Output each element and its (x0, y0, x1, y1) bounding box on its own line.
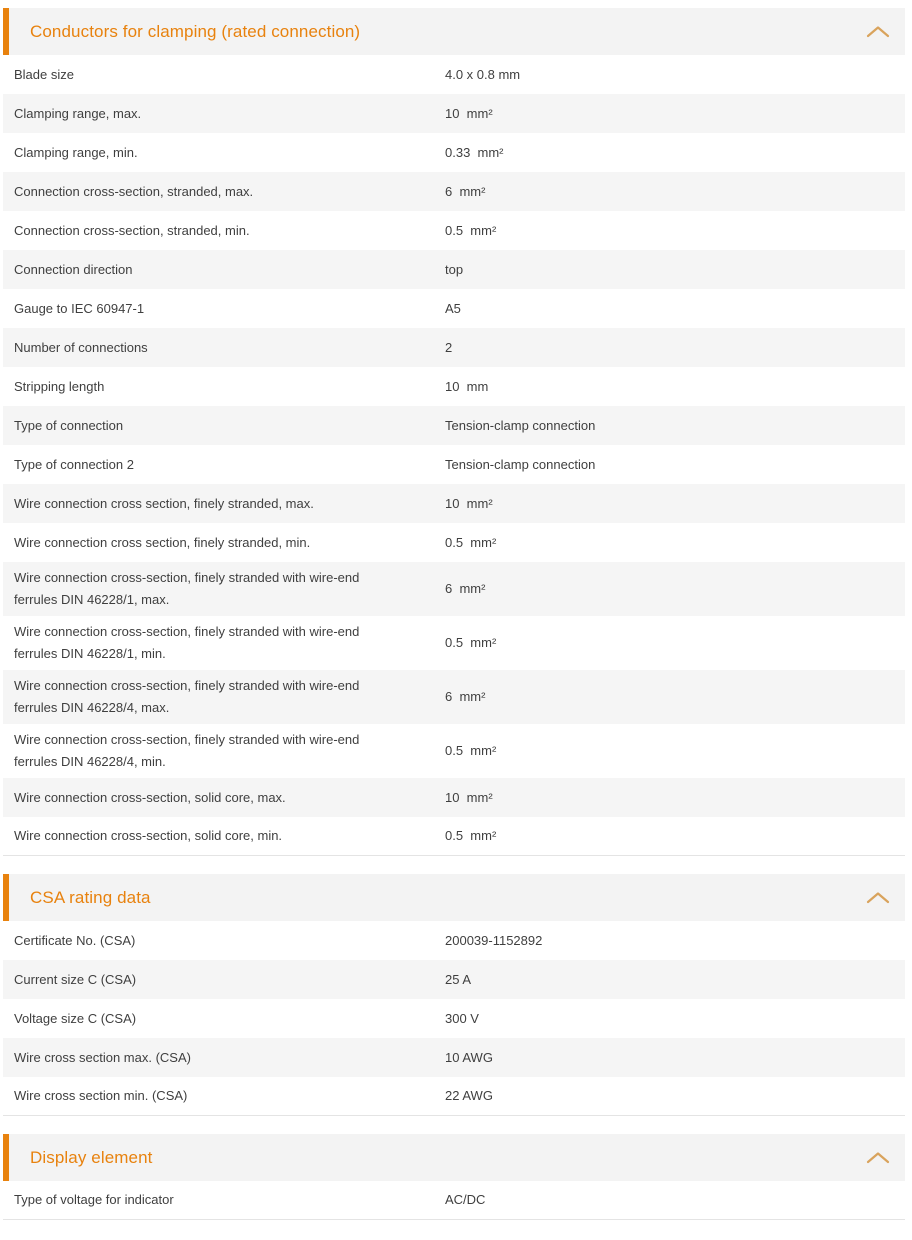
section-rows (3, 55, 905, 856)
table-row (3, 1181, 905, 1220)
section-header[interactable] (3, 1134, 905, 1181)
row-value: 6 mm² (445, 689, 486, 704)
row-label: Type of connection 2 (14, 456, 134, 472)
section-rows (3, 921, 905, 1116)
row-value: 0.5 mm² (445, 635, 497, 650)
spec-section (3, 1134, 905, 1220)
row-label: Connection direction (14, 261, 133, 277)
row-value: Tension-clamp connection (445, 417, 596, 433)
table-row (3, 1038, 905, 1077)
table-row (3, 55, 905, 94)
row-value: 25 A (445, 971, 472, 987)
row-label: Current size C (CSA) (14, 971, 137, 987)
row-value: 0.5 mm² (445, 534, 497, 550)
table-row (3, 367, 905, 406)
table-row (3, 778, 905, 817)
row-value: 2 (445, 339, 453, 355)
chevron-up-icon (866, 891, 890, 904)
row-value: 0.5 mm² (445, 222, 497, 238)
row-label: Wire connection cross section, finely stranded, max. (14, 495, 314, 511)
row-value: 10 AWG (445, 1049, 493, 1065)
table-row (3, 94, 905, 133)
row-value: 22 AWG (445, 1088, 493, 1103)
row-label: Wire connection cross-section, finely stranded with wire-end ferrules DIN 46228/4, max. (14, 678, 360, 715)
spec-section (3, 874, 905, 1116)
row-label: Certificate No. (CSA) (14, 932, 136, 948)
row-label: Gauge to IEC 60947-1 (14, 300, 145, 316)
table-row (3, 523, 905, 562)
row-label: Clamping range, min. (14, 144, 138, 160)
row-label: Wire connection cross-section, finely stranded with wire-end ferrules DIN 46228/1, min. (14, 624, 360, 661)
row-value: 6 mm² (445, 581, 486, 596)
table-row (3, 724, 905, 778)
row-label: Wire connection cross-section, solid core, max. (14, 789, 286, 805)
section-header[interactable] (3, 874, 905, 921)
row-value: 10 mm² (445, 105, 493, 121)
row-label: Type of voltage for indicator (14, 1192, 174, 1207)
table-row (3, 817, 905, 856)
row-value: top (445, 261, 464, 277)
table-row (3, 999, 905, 1038)
table-row (3, 328, 905, 367)
row-label: Wire connection cross-section, finely stranded with wire-end ferrules DIN 46228/1, max. (14, 570, 360, 607)
table-row (3, 250, 905, 289)
table-row (3, 406, 905, 445)
row-label: Number of connections (14, 339, 148, 355)
table-row (3, 562, 905, 616)
table-row (3, 445, 905, 484)
section-header[interactable] (3, 8, 905, 55)
row-value: 300 V (445, 1010, 479, 1026)
section-title: CSA rating data (30, 887, 151, 907)
row-label: Stripping length (14, 378, 105, 394)
table-row (3, 172, 905, 211)
chevron-up-icon (866, 25, 890, 38)
row-value: 4.0 x 0.8 mm (445, 66, 521, 82)
row-label: Voltage size C (CSA) (14, 1010, 137, 1026)
row-value: 0.5 mm² (445, 828, 497, 843)
row-label: Connection cross-section, stranded, min. (14, 222, 250, 238)
row-label: Wire connection cross-section, solid core, min. (14, 828, 283, 843)
table-row (3, 921, 905, 960)
chevron-up-icon (866, 1151, 890, 1164)
table-row (3, 133, 905, 172)
table-row (3, 1077, 905, 1116)
table-row (3, 616, 905, 670)
row-value: A5 (445, 300, 461, 316)
spec-section (3, 8, 905, 856)
row-label: Wire connection cross-section, finely stranded with wire-end ferrules DIN 46228/4, min. (14, 732, 360, 769)
table-row (3, 960, 905, 999)
row-value: Tension-clamp connection (445, 456, 596, 472)
row-label: Wire cross section max. (CSA) (14, 1049, 191, 1065)
row-value: 0.33 mm² (445, 144, 504, 160)
section-title: Display element (30, 1147, 153, 1167)
row-value: AC/DC (445, 1192, 486, 1207)
row-label: Connection cross-section, stranded, max. (14, 183, 254, 199)
row-value: 6 mm² (445, 183, 486, 199)
row-label: Type of connection (14, 417, 124, 433)
row-value: 0.5 mm² (445, 743, 497, 758)
section-rows (3, 1181, 905, 1220)
table-row (3, 211, 905, 250)
table-row (3, 670, 905, 724)
row-label: Wire cross section min. (CSA) (14, 1088, 188, 1103)
row-value: 10 mm² (445, 789, 493, 805)
row-label: Blade size (14, 66, 74, 82)
row-value: 200039-1152892 (445, 932, 543, 948)
section-title: Conductors for clamping (rated connection) (30, 21, 361, 41)
row-value: 10 mm (445, 378, 489, 394)
table-row (3, 484, 905, 523)
row-value: 10 mm² (445, 495, 493, 511)
row-label: Clamping range, max. (14, 105, 142, 121)
table-row (3, 289, 905, 328)
row-label: Wire connection cross section, finely stranded, min. (14, 534, 311, 550)
